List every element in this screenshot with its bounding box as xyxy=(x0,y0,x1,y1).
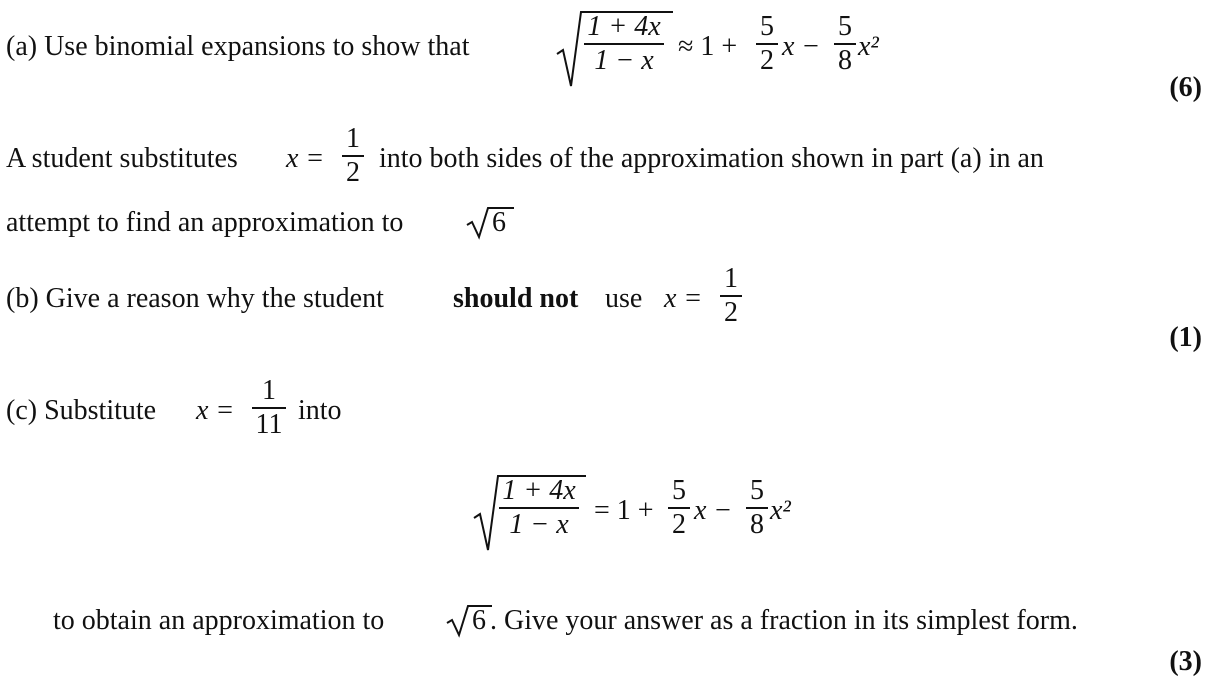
radicand-denominator: 1 − x xyxy=(594,45,654,76)
fraction-denominator: 8 xyxy=(750,509,764,540)
fraction-numerator: 1 xyxy=(262,375,276,406)
intro-line2: attempt to find an approximation to xyxy=(6,207,404,238)
square-root-sign xyxy=(466,205,516,239)
equals-relation: = 1 + xyxy=(594,495,654,526)
x-term: x − xyxy=(694,495,733,526)
intro-text-after: into both sides of the approximation shown in part (a) in an xyxy=(379,143,1044,174)
radicand-numerator: 1 + 4x xyxy=(587,11,661,42)
fraction-numerator: 5 xyxy=(760,11,774,42)
fraction-denominator: 2 xyxy=(346,157,360,188)
part-b-marks: (1) xyxy=(1169,322,1202,353)
part-b-x-eq: x = xyxy=(664,283,703,314)
part-a-marks: (6) xyxy=(1169,72,1202,103)
part-c-marks: (3) xyxy=(1169,646,1202,677)
part-c-text-after: into xyxy=(298,395,342,426)
square-root-sign xyxy=(446,603,496,637)
fraction-denominator: 8 xyxy=(838,45,852,76)
radicand-denominator: 1 − x xyxy=(509,509,569,540)
x-term: x − xyxy=(782,31,821,62)
part-b-bold-text: should not xyxy=(453,283,579,314)
fraction-denominator: 2 xyxy=(672,509,686,540)
part-a-text: (a) Use binomial expansions to show that xyxy=(6,31,470,62)
fraction-numerator: 1 xyxy=(346,123,360,154)
fraction-five-eighths xyxy=(834,12,856,76)
part-c-x-eq: x = xyxy=(196,395,235,426)
part-b-text-before: (b) Give a reason why the student xyxy=(6,283,384,314)
x-squared: x² xyxy=(858,31,879,62)
part-c-line-text: to obtain an approximation to xyxy=(53,605,385,636)
part-c-fraction-eleventh xyxy=(252,376,286,440)
part-c-text-before: (c) Substitute xyxy=(6,395,157,426)
sqrt-argument: 6 xyxy=(472,605,486,636)
radicand-numerator: 1 + 4x xyxy=(502,475,576,506)
fraction-denominator: 11 xyxy=(255,409,283,440)
intro-text-before: A student substitutes xyxy=(6,143,238,174)
fraction-five-eighths xyxy=(746,476,768,540)
fraction-numerator: 5 xyxy=(838,11,852,42)
sqrt-argument: 6 xyxy=(492,207,506,238)
fraction-denominator: 2 xyxy=(724,297,738,328)
fraction-numerator: 1 xyxy=(724,263,738,294)
intro-x-eq: x = xyxy=(286,143,325,174)
part-c-line-text-after: . Give your answer as a fraction in its simplest form. xyxy=(490,605,1078,636)
intro-fraction-half xyxy=(342,124,364,188)
fraction-numerator: 5 xyxy=(672,475,686,506)
fraction-numerator: 5 xyxy=(750,475,764,506)
x-squared: x² xyxy=(770,495,791,526)
part-b-fraction-half xyxy=(720,264,742,328)
approx-relation: ≈ 1 + xyxy=(678,31,738,62)
fraction-denominator: 2 xyxy=(760,45,774,76)
part-c-radicand xyxy=(499,476,579,540)
part-b-text-after: use xyxy=(605,283,643,314)
part-a-radicand xyxy=(584,12,664,76)
fraction-five-halves xyxy=(756,12,778,76)
fraction-five-halves xyxy=(668,476,690,540)
